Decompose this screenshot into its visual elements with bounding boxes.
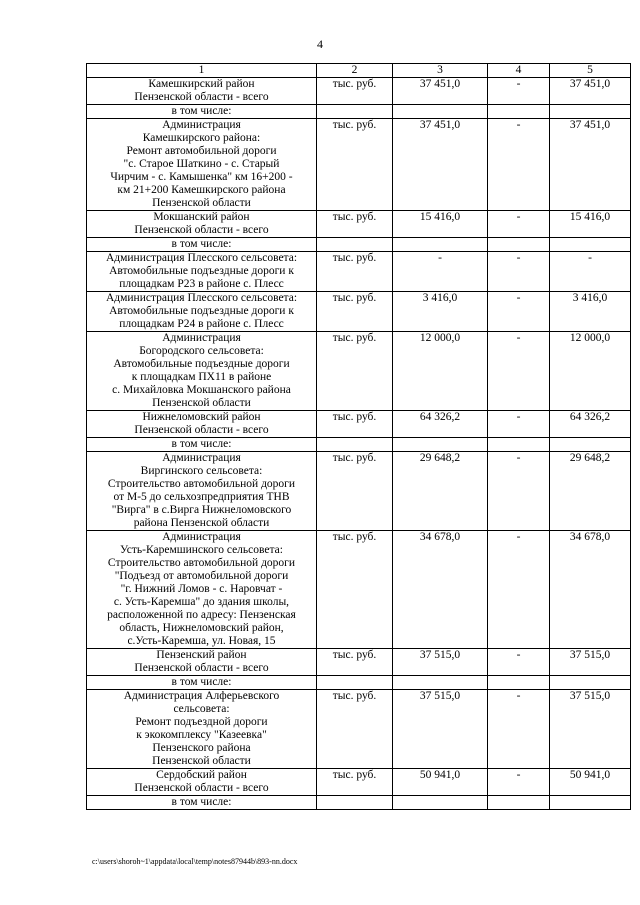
header-cell-5: 5 [550,64,631,78]
row-value-col5 [550,238,631,252]
row-value-col3 [393,238,488,252]
row-unit-cell: тыс. руб. [317,649,393,676]
row-value-col4 [488,438,550,452]
row-name-cell: Администрация Камешкирского района: Ремонт автомобильной дороги "с. Старое Шаткино - с. Старый Чирчим - с. Камышенка" км 16+200 - км 21+200 Камешкирского района Пензенской области [87,119,317,211]
row-unit-cell: тыс. руб. [317,769,393,796]
table-row [87,796,631,810]
row-unit-cell: тыс. руб. [317,119,393,211]
row-value-col5: 37 515,0 [550,690,631,769]
row-value-col3: 29 648,2 [393,452,488,531]
row-unit-cell: тыс. руб. [317,78,393,105]
row-value-col4 [488,796,550,810]
row-value-col5 [550,796,631,810]
row-unit-cell: тыс. руб. [317,411,393,438]
table-row [87,411,631,438]
row-name-cell: Мокшанский район Пензенской области - всего [87,211,317,238]
row-name-cell: Администрация Алферьевского сельсовета: Ремонт подъездной дороги к экокомплексу "Казеевка" Пензенского района Пензенской области [87,690,317,769]
row-value-col5 [550,105,631,119]
row-value-col3: 37 515,0 [393,690,488,769]
row-name-cell: Администрация Богородского сельсовета: Автомобильные подъездные дороги к площадкам ПХ11 в районе с. Михайловка Мокшанского района Пензенской области [87,332,317,411]
row-value-col5: 12 000,0 [550,332,631,411]
table-row [87,649,631,676]
row-name-cell: в том числе: [87,105,317,119]
row-value-col3: - [393,252,488,292]
row-value-col5 [550,438,631,452]
row-value-col3: 15 416,0 [393,211,488,238]
row-unit-cell: тыс. руб. [317,332,393,411]
row-unit-cell: тыс. руб. [317,211,393,238]
row-name-cell: Администрация Плесского сельсовета: Автомобильные подъездные дороги к площадкам Р23 в районе с. Плесс [87,252,317,292]
row-value-col5: 37 451,0 [550,119,631,211]
table-row [87,105,631,119]
table-row [87,769,631,796]
row-name-cell: Нижнеломовский район Пензенской области - всего [87,411,317,438]
row-value-col5: 37 515,0 [550,649,631,676]
row-value-col3: 50 941,0 [393,769,488,796]
row-unit-cell [317,238,393,252]
table-row [87,531,631,649]
row-value-col3: 64 326,2 [393,411,488,438]
row-value-col5: 37 451,0 [550,78,631,105]
row-value-col5: - [550,252,631,292]
header-cell-3: 3 [393,64,488,78]
row-value-col3: 3 416,0 [393,292,488,332]
budget-table [86,63,631,810]
header-cell-1: 1 [87,64,317,78]
row-value-col4 [488,105,550,119]
table-row [87,676,631,690]
row-name-cell: Администрация Виргинского сельсовета: Строительство автомобильной дороги от М-5 до сельхозпредприятия ТНВ "Вирга" в с.Вирга Нижнеломовского района Пензенской области [87,452,317,531]
row-name-cell: Администрация Плесского сельсовета: Автомобильные подъездные дороги к площадкам Р24 в районе с. Плесс [87,292,317,332]
table-row [87,438,631,452]
row-unit-cell: тыс. руб. [317,531,393,649]
row-value-col5: 3 416,0 [550,292,631,332]
row-value-col3 [393,438,488,452]
row-value-col4: - [488,649,550,676]
table-row [87,211,631,238]
table-row [87,238,631,252]
row-unit-cell [317,438,393,452]
row-unit-cell: тыс. руб. [317,252,393,292]
row-value-col3: 37 451,0 [393,119,488,211]
row-value-col4 [488,676,550,690]
table-row [87,78,631,105]
row-value-col4: - [488,119,550,211]
row-value-col4: - [488,769,550,796]
row-value-col4: - [488,78,550,105]
row-name-cell: в том числе: [87,796,317,810]
row-value-col3: 12 000,0 [393,332,488,411]
row-value-col4 [488,238,550,252]
row-value-col4: - [488,411,550,438]
row-value-col4: - [488,211,550,238]
table-row [87,452,631,531]
row-name-cell: Пензенский район Пензенской области - всего [87,649,317,676]
table-body [87,64,631,810]
row-unit-cell [317,676,393,690]
row-value-col4: - [488,252,550,292]
table-row [87,690,631,769]
row-unit-cell: тыс. руб. [317,452,393,531]
row-value-col5: 50 941,0 [550,769,631,796]
row-name-cell: Камешкирский район Пензенской области - всего [87,78,317,105]
header-cell-4: 4 [488,64,550,78]
row-value-col4: - [488,332,550,411]
table-row [87,252,631,292]
row-value-col3 [393,676,488,690]
row-value-col3 [393,105,488,119]
row-name-cell: в том числе: [87,676,317,690]
row-value-col5: 29 648,2 [550,452,631,531]
page-number: 4 [317,37,323,51]
header-row [87,64,631,78]
row-unit-cell [317,796,393,810]
footer-file-path: c:\users\shoroh~1\appdata\local\temp\notes87944b\893-nn.docx [92,857,298,866]
row-unit-cell [317,105,393,119]
row-value-col4: - [488,531,550,649]
row-value-col4: - [488,292,550,332]
row-value-col5 [550,676,631,690]
row-value-col5: 34 678,0 [550,531,631,649]
row-value-col4: - [488,690,550,769]
row-name-cell: Администрация Усть-Каремшинского сельсовета: Строительство автомобильной дороги "Подъезд от автомобильной дороги "г. Нижний Ломов - с. Наровчат - с. Усть-Каремша" до здания школы, расположенной по адресу: Пензенская область, Нижнеломовский район, с.Усть-Каремша, ул. Новая, 15 [87,531,317,649]
row-name-cell: Сердобский район Пензенской области - всего [87,769,317,796]
row-value-col5: 64 326,2 [550,411,631,438]
row-name-cell: в том числе: [87,438,317,452]
row-value-col5: 15 416,0 [550,211,631,238]
row-value-col3: 34 678,0 [393,531,488,649]
row-value-col3: 37 451,0 [393,78,488,105]
row-unit-cell: тыс. руб. [317,292,393,332]
table-row [87,292,631,332]
table-row [87,119,631,211]
header-cell-2: 2 [317,64,393,78]
row-value-col3 [393,796,488,810]
row-name-cell: в том числе: [87,238,317,252]
row-value-col3: 37 515,0 [393,649,488,676]
row-value-col4: - [488,452,550,531]
row-unit-cell: тыс. руб. [317,690,393,769]
table-row [87,332,631,411]
